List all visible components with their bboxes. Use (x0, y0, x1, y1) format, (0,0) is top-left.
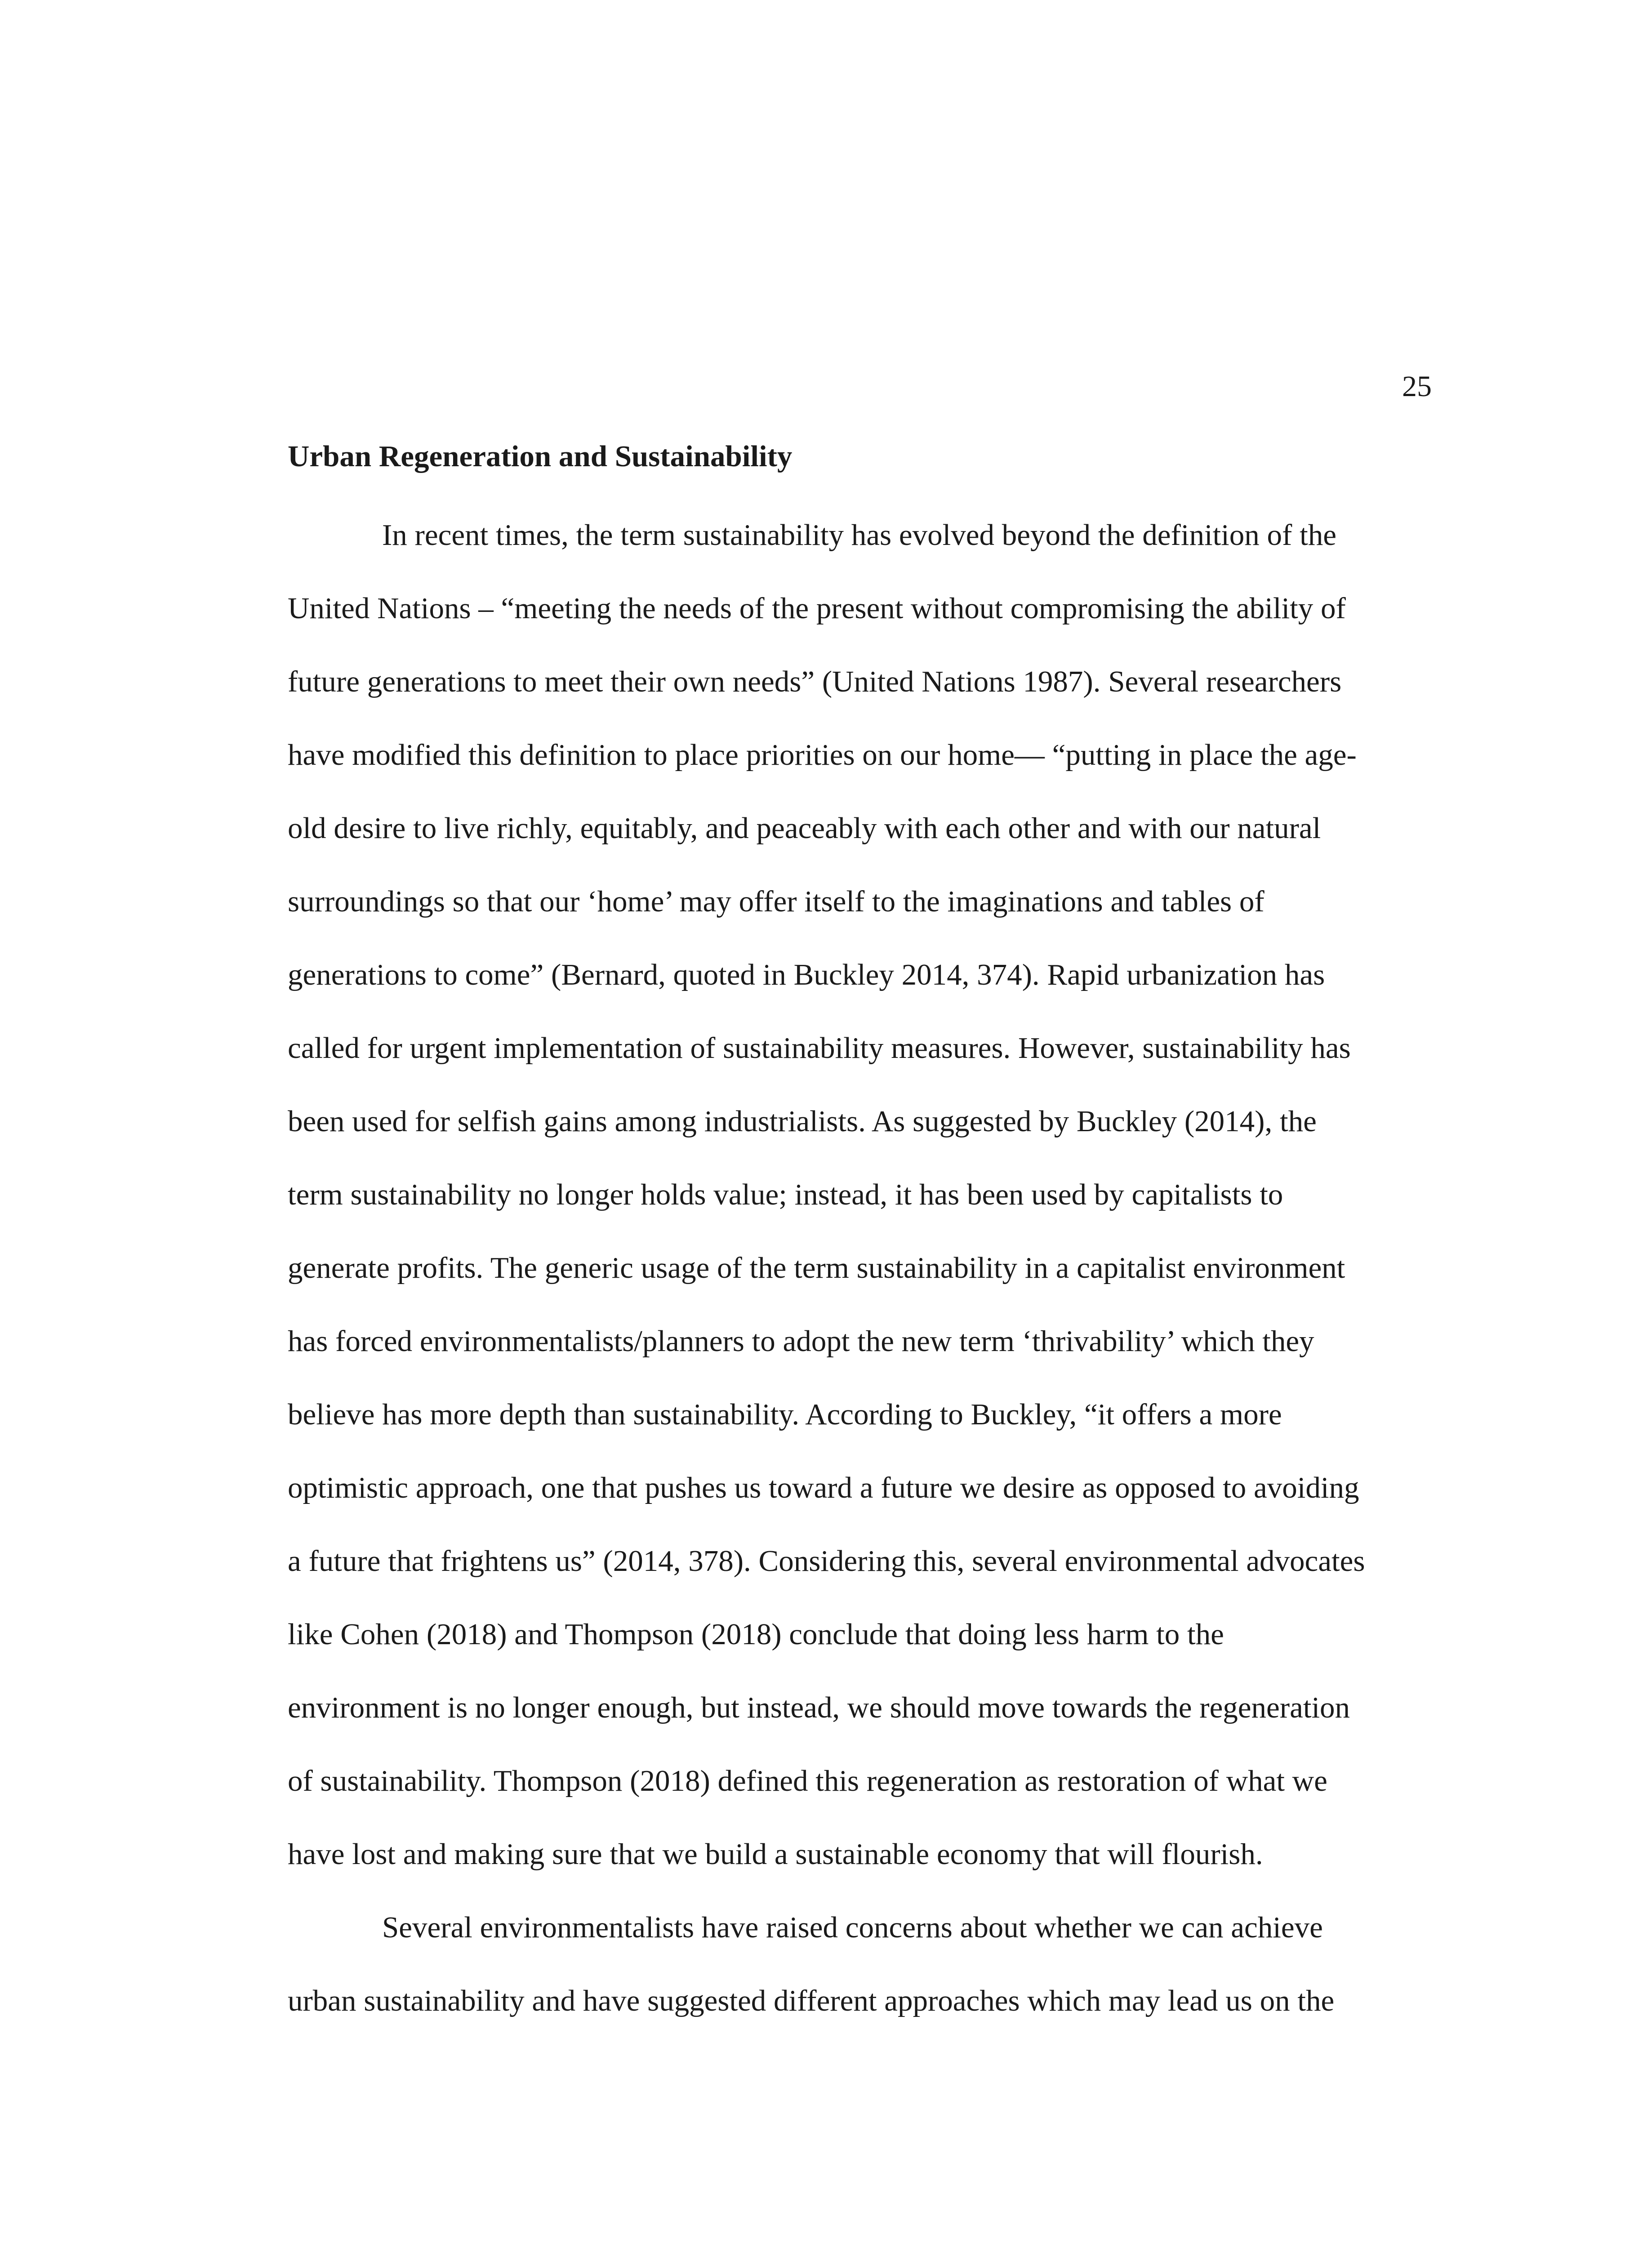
text-line: a future that frightens us” (2014, 378). Considering this, several environmental advocates (288, 1544, 1365, 1578)
paragraph-1 (288, 499, 1438, 1891)
page-body (288, 438, 1438, 2038)
text-line: In recent times, the term sustainability has evolved beyond the definition of the (382, 518, 1336, 552)
text-line: called for urgent implementation of sustainability measures. However, sustainability has (288, 1031, 1351, 1065)
text-line: urban sustainability and have suggested different approaches which may lead us on the (288, 1984, 1335, 2017)
text-line: surroundings so that our ‘home’ may offer itself to the imaginations and tables of (288, 885, 1265, 918)
text-line: future generations to meet their own needs” (United Nations 1987). Several researchers (288, 665, 1342, 698)
section-heading: Urban Regeneration and Sustainability (288, 440, 793, 473)
text-line: old desire to live richly, equitably, and peaceably with each other and with our natural (288, 812, 1321, 845)
text-line: have lost and making sure that we build a sustainable economy that will flourish. (288, 1838, 1263, 1871)
text-line: generate profits. The generic usage of the term sustainability in a capitalist environment (288, 1251, 1345, 1285)
text-line: environment is no longer enough, but instead, we should move towards the regeneration (288, 1691, 1350, 1724)
text-line: believe has more depth than sustainability. According to Buckley, “it offers a more (288, 1398, 1282, 1431)
paragraph-2 (288, 1891, 1438, 2038)
text-line: generations to come” (Bernard, quoted in Buckley 2014, 374). Rapid urbanization has (288, 958, 1325, 991)
text-line: United Nations – “meeting the needs of the present without compromising the ability of (288, 592, 1346, 625)
text-line: Several environmentalists have raised concerns about whether we can achieve (382, 1911, 1323, 1944)
text-line: like Cohen (2018) and Thompson (2018) conclude that doing less harm to the (288, 1618, 1224, 1651)
text-line: has forced environmentalists/planners to adopt the new term ‘thrivability’ which they (288, 1325, 1314, 1358)
page-number: 25 (1402, 370, 1432, 403)
text-line: term sustainability no longer holds value; instead, it has been used by capitalists to (288, 1178, 1283, 1211)
text-line: optimistic approach, one that pushes us toward a future we desire as opposed to avoiding (288, 1471, 1359, 1504)
text-line: of sustainability. Thompson (2018) defined this regeneration as restoration of what we (288, 1764, 1327, 1798)
text-line: have modified this definition to place priorities on our home— “putting in place the age- (288, 738, 1357, 772)
text-line: been used for selfish gains among industrialists. As suggested by Buckley (2014), the (288, 1105, 1317, 1138)
